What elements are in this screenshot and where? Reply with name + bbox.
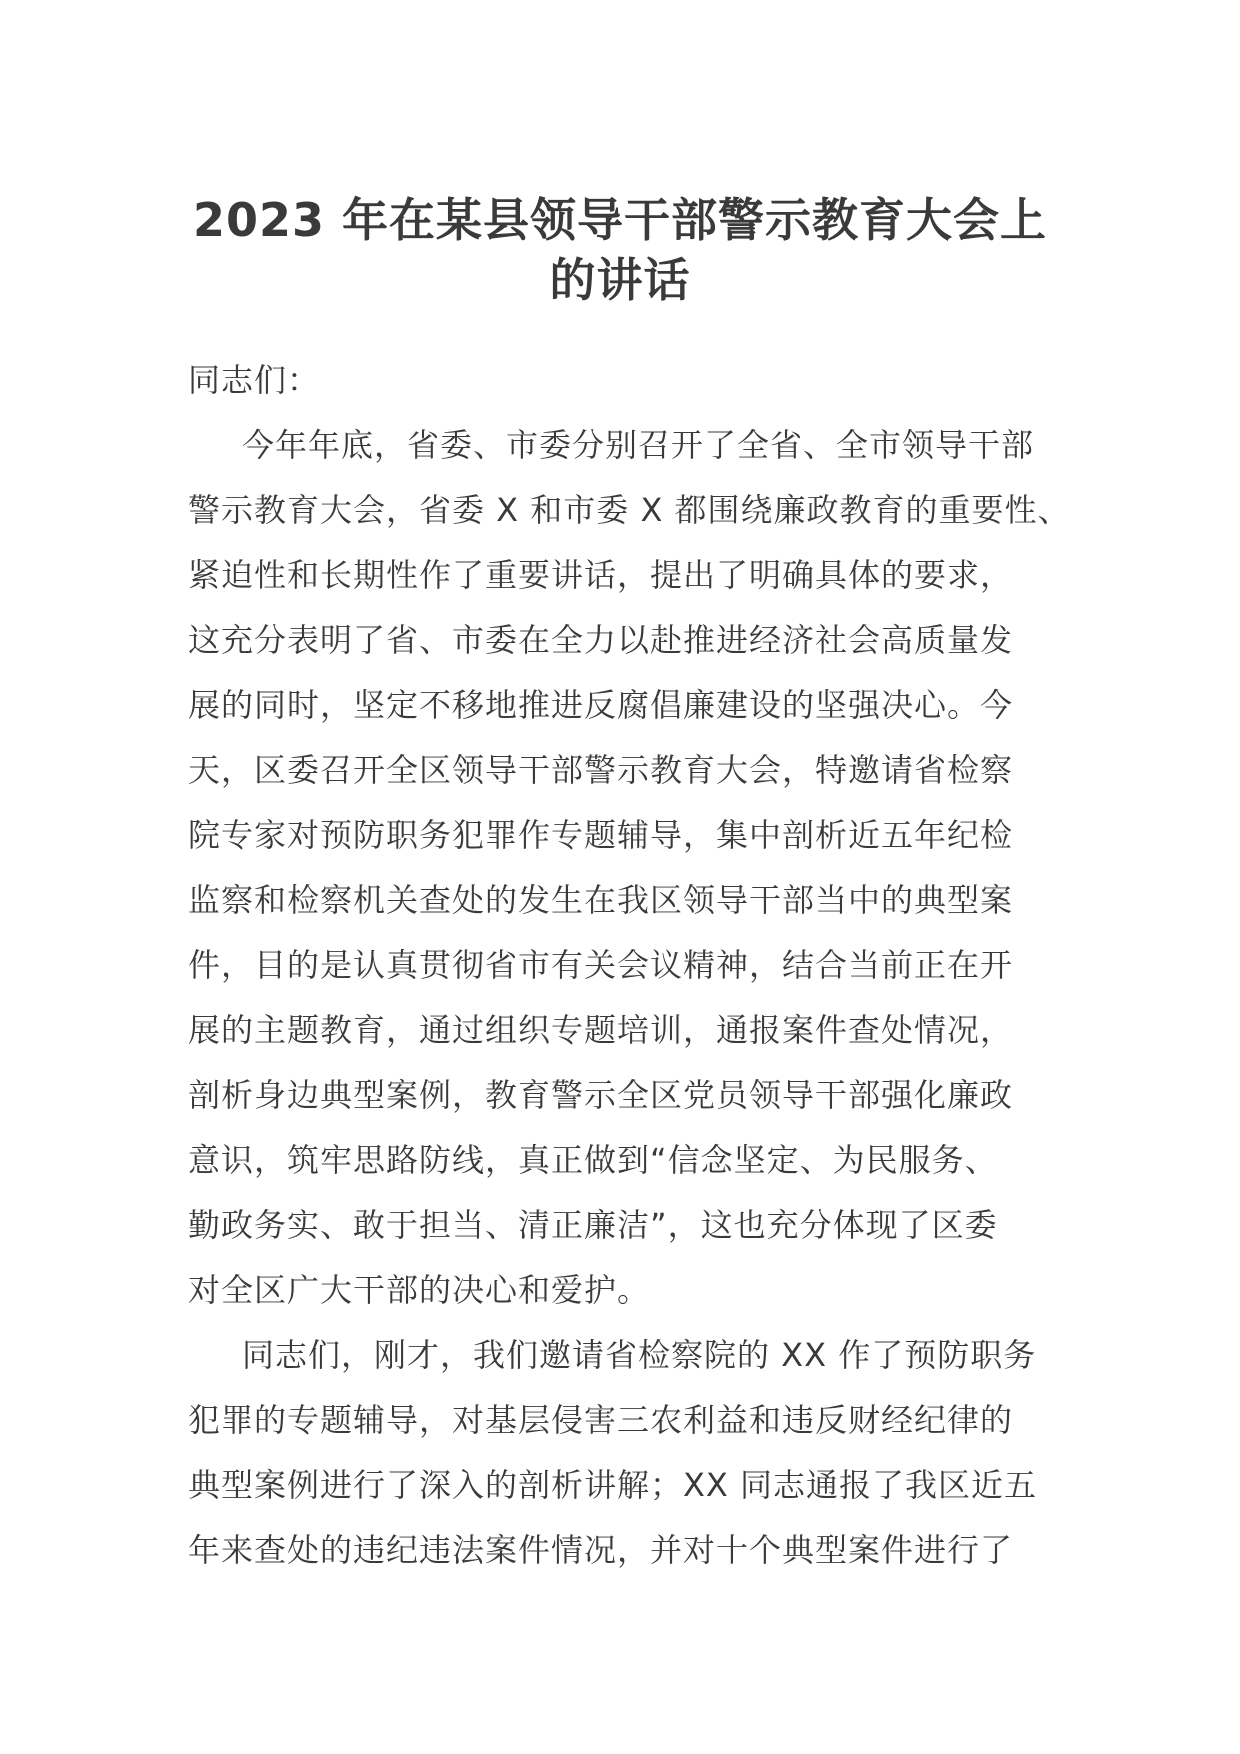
- paragraph-line: 展的主题教育，通过组织专题培训，通报案件查处情况，: [188, 1011, 1014, 1049]
- paragraph-line: 典型案例进行了深入的剖析讲解；XX 同志通报了我区近五: [188, 1466, 1038, 1504]
- paragraph-line: 天，区委召开全区领导干部警示教育大会，特邀请省检察: [188, 751, 1014, 789]
- document-title: [190, 190, 1050, 310]
- paragraph-line: 勤政务实、敢于担当、清正廉洁”，这也充分体现了区委: [188, 1206, 998, 1244]
- title-line-2: 的讲话: [549, 253, 691, 307]
- paragraph-1: [188, 413, 1071, 1323]
- document-body: [188, 348, 1071, 1583]
- salutation: 同志们：: [188, 361, 321, 399]
- paragraph-line: 监察和检察机关查处的发生在我区领导干部当中的典型案: [188, 881, 1014, 919]
- paragraph-line: 展的同时，坚定不移地推进反腐倡廉建设的坚强决心。今: [188, 686, 1014, 724]
- paragraph-line: 件，目的是认真贯彻省市有关会议精神，结合当前正在开: [188, 946, 1014, 984]
- paragraph-line: 同志们，刚才，我们邀请省检察院的 XX 作了预防职务: [242, 1336, 1037, 1374]
- paragraph-line: 今年年底，省委、市委分别召开了全省、全市领导干部: [242, 426, 1035, 464]
- paragraph-line: 犯罪的专题辅导，对基层侵害三农利益和违反财经纪律的: [188, 1401, 1014, 1439]
- paragraph-line: 院专家对预防职务犯罪作专题辅导，集中剖析近五年纪检: [188, 816, 1014, 854]
- paragraph-line: 这充分表明了省、市委在全力以赴推进经济社会高质量发: [188, 621, 1014, 659]
- paragraph-2: [188, 1323, 1068, 1583]
- paragraph-line: 警示教育大会，省委 X 和市委 X 都围绕廉政教育的重要性、: [188, 491, 1071, 529]
- paragraph-line: 紧迫性和长期性作了重要讲话，提出了明确具体的要求，: [188, 556, 1014, 594]
- paragraph-line: 意识，筑牢思路防线，真正做到“信念坚定、为民服务、: [188, 1141, 998, 1179]
- paragraph-line: 剖析身边典型案例，教育警示全区党员领导干部强化廉政: [188, 1076, 1014, 1114]
- paragraph-line: 年来查处的违纪违法案件情况，并对十个典型案件进行了: [188, 1531, 1014, 1569]
- title-line-1: 2023 年在某县领导干部警示教育大会上: [192, 193, 1048, 247]
- paragraph-line: 对全区广大干部的决心和爱护。: [188, 1271, 651, 1309]
